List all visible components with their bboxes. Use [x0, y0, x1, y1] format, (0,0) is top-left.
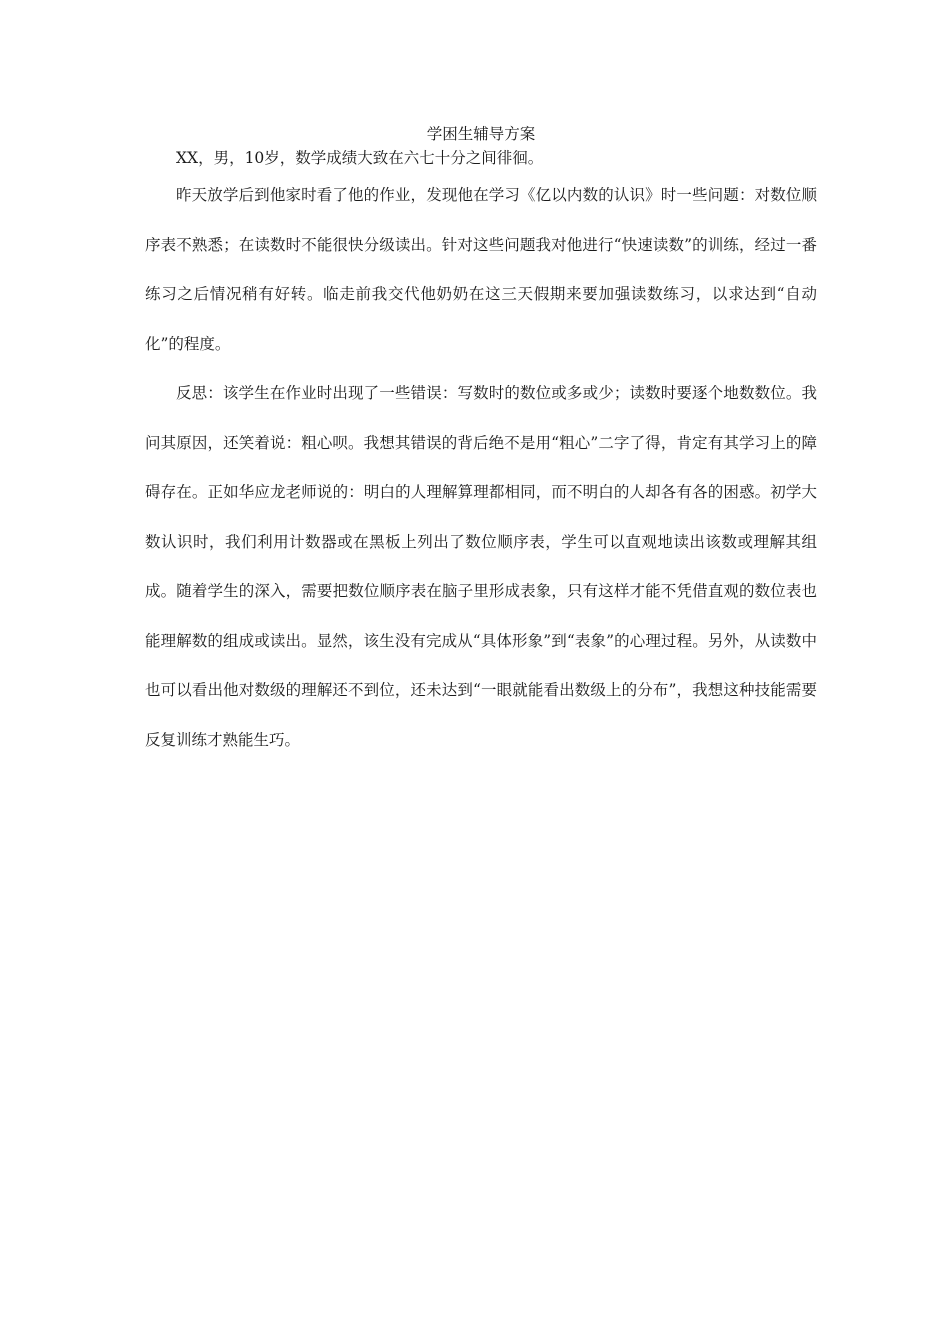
reflection-paragraph: 反思：该学生在作业时出现了一些错误：写数时的数位或多或少；读数时要逐个地数数位。我问其原因，还笑着说：粗心呗。我想其错误的背后绝不是用“粗心”二字了得，肯定有其学习上的障碍存在。正如华应龙老师说的：明白的人理解算理都相同，而不明白的人却各有各的困惑。初学大数认识时，我们利用计数器或在黑板上列出了数位顺序表，学生可以直观地读出该数或理解其组成。随着学生的深入，需要把数位顺序表在脑子里形成表象，只有这样才能不凭借直观的数位表也能理解数的组成或读出。显然，该生没有完成从“具体形象”到“表象”的心理过程。另外，从读数中也可以看出他对数级的理解还不到位，还未达到“一眼就能看出数级上的分布”，我想这种技能需要反复训练才熟能生巧。: [145, 384, 817, 749]
document-title: 学困生辅导方案: [426, 125, 536, 143]
intro-paragraph: XX，男，10岁，数学成绩大致在六七十分之间徘徊。: [176, 149, 544, 167]
document-body: [145, 122, 817, 765]
homework-paragraph: 昨天放学后到他家时看了他的作业，发现他在学习《亿以内数的认识》时一些问题：对数位顺序表不熟悉；在读数时不能很快分级读出。针对这些问题我对他进行“快速读数”的训练，经过一番练习之后情况稍有好转。临走前我交代他奶奶在这三天假期来要加强读数练习，以求达到“自动化”的程度。: [145, 186, 817, 353]
